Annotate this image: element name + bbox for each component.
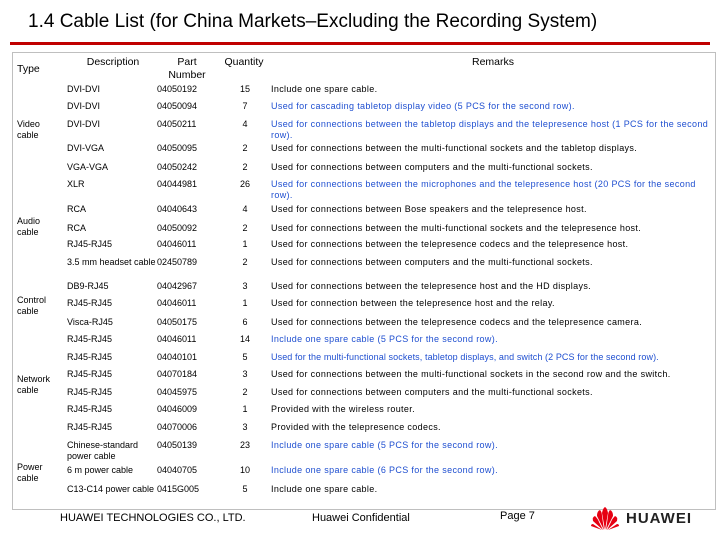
part-number-cell: 04046011 (157, 334, 197, 344)
quantity-cell: 2 (242, 387, 248, 397)
description-cell: DB9-RJ45 (67, 281, 109, 291)
remark-cell: Provided with the telepresence codecs. (271, 422, 441, 432)
description-cell: RJ45-RJ45 (67, 239, 113, 249)
remark-cell: Used for connections between the telepresence host and the HD displays. (271, 281, 592, 291)
quantity-cell: 2 (242, 257, 248, 267)
description-cell: RJ45-RJ45 (67, 352, 113, 362)
description-cell: DVI-DVI (67, 101, 101, 111)
part-number-cell: 04050092 (157, 223, 198, 233)
type-power-cable: Power cable (17, 462, 43, 483)
company-name: HUAWEI TECHNOLOGIES CO., LTD. (60, 512, 246, 524)
description-cell: DVI-DVI (67, 119, 101, 129)
remark-cell: Include one spare cable. (271, 84, 378, 94)
description-cell: Visca-RJ45 (67, 317, 113, 327)
description-cell: RJ45-RJ45 (67, 334, 113, 344)
remark-cell: Used for connections between the tabletop displays and the telepresence host (1 PCS for the second row). (271, 119, 709, 140)
confidential-label: Huawei Confidential (312, 512, 410, 524)
quantity-cell: 1 (242, 298, 248, 308)
quantity-cell: 4 (242, 119, 248, 129)
quantity-cell: 14 (239, 334, 250, 344)
description-cell: 3.5 mm headset cable (67, 257, 156, 267)
remark-cell: Used for connection between the telepresence host and the relay. (271, 298, 555, 308)
part-number-cell: 04050242 (157, 162, 198, 172)
part-number-cell: 04045975 (157, 387, 198, 397)
description-cell: RJ45-RJ45 (67, 404, 113, 414)
part-number-cell: 04040101 (157, 352, 198, 362)
cable-table (12, 52, 716, 510)
remark-cell: Used for the multi-functional sockets, tabletop displays, and switch (2 PCS for the second row). (271, 352, 659, 362)
quantity-cell: 5 (242, 352, 248, 362)
header-type: Type (17, 63, 40, 75)
huawei-logo-icon (590, 505, 620, 531)
quantity-cell: 3 (242, 281, 248, 291)
huawei-logo-text: HUAWEI (626, 510, 692, 527)
quantity-cell: 2 (242, 143, 248, 153)
remark-cell: Include one spare cable (5 PCS for the second row). (271, 440, 498, 450)
remark-cell: Used for connections between the multi-functional sockets in the second row and the switch. (271, 369, 671, 379)
header-remarks: Remarks (471, 56, 514, 68)
part-number-cell: 04050095 (157, 143, 198, 153)
description-cell: RCA (67, 223, 87, 233)
description-cell: DVI-DVI (67, 84, 101, 94)
quantity-cell: 2 (242, 223, 248, 233)
page-number: Page 7 (500, 510, 535, 522)
part-number-cell: 0415G005 (157, 484, 200, 494)
description-cell: DVI-VGA (67, 143, 105, 153)
description-cell: RJ45-RJ45 (67, 369, 113, 379)
remark-cell: Used for connections between the multi-functional sockets and the tabletop displays. (271, 143, 638, 153)
quantity-cell: 15 (239, 84, 250, 94)
remark-cell: Used for connections between Bose speakers and the telepresence host. (271, 204, 587, 214)
part-number-cell: 02450789 (157, 257, 198, 267)
quantity-cell: 26 (239, 179, 250, 189)
description-cell: 6 m power cable (67, 465, 134, 475)
part-number-cell: 04070006 (157, 422, 198, 432)
page-title: 1.4 Cable List (for China Markets–Excluding the Recording System) (28, 11, 598, 32)
type-audio-cable: Audio cable (17, 216, 41, 237)
description-cell: RJ45-RJ45 (67, 387, 113, 397)
header-description: Description (86, 56, 140, 68)
description-cell: RCA (67, 204, 87, 214)
description-cell: C13-C14 power cable (67, 484, 155, 494)
description-cell: RJ45-RJ45 (67, 298, 113, 308)
part-number-cell: 04070184 (157, 369, 198, 379)
quantity-cell: 10 (239, 465, 250, 475)
part-number-cell: 04046009 (157, 404, 198, 414)
quantity-cell: 6 (242, 317, 248, 327)
quantity-cell: 4 (242, 204, 248, 214)
remark-cell: Include one spare cable (6 PCS for the second row). (271, 465, 498, 475)
header-part-number: Part Number (168, 56, 206, 81)
quantity-cell: 7 (242, 101, 248, 111)
part-number-cell: 04042967 (157, 281, 198, 291)
header-quantity: Quantity (224, 56, 264, 68)
type-control-cable: Control cable (17, 295, 47, 316)
part-number-cell: 04040643 (157, 204, 198, 214)
remark-cell: Used for connections between the multi-functional sockets and the telepresence host. (271, 223, 642, 233)
description-cell: Chinese-standard power cable (67, 440, 139, 461)
part-number-cell: 04050094 (157, 101, 198, 111)
remark-cell: Used for connections between the microphones and the telepresence host (20 PCS for the second row). (271, 179, 696, 200)
title-underline (10, 42, 710, 45)
remark-cell: Used for connections between the telepresence codecs and the telepresence camera. (271, 317, 643, 327)
quantity-cell: 3 (242, 369, 248, 379)
description-cell: RJ45-RJ45 (67, 422, 113, 432)
part-number-cell: 04050211 (157, 119, 197, 129)
remark-cell: Provided with the wireless router. (271, 404, 415, 414)
remark-cell: Used for connections between computers and the multi-functional sockets. (271, 162, 593, 172)
remark-cell: Include one spare cable. (271, 484, 378, 494)
quantity-cell: 3 (242, 422, 248, 432)
description-cell: VGA-VGA (67, 162, 109, 172)
part-number-cell: 04040705 (157, 465, 198, 475)
part-number-cell: 04050175 (157, 317, 198, 327)
quantity-cell: 5 (242, 484, 248, 494)
remark-cell: Include one spare cable (5 PCS for the second row). (271, 334, 498, 344)
type-video-cable: Video cable (17, 119, 40, 140)
type-network-cable: Network cable (17, 374, 51, 395)
remark-cell: Used for connections between the telepresence codecs and the telepresence host. (271, 239, 629, 249)
quantity-cell: 1 (242, 404, 248, 414)
quantity-cell: 2 (242, 162, 248, 172)
remark-cell: Used for connections between computers and the multi-functional sockets. (271, 257, 593, 267)
part-number-cell: 04044981 (157, 179, 198, 189)
part-number-cell: 04046011 (157, 239, 197, 249)
description-cell: XLR (67, 179, 85, 189)
part-number-cell: 04050192 (157, 84, 198, 94)
part-number-cell: 04050139 (157, 440, 198, 450)
quantity-cell: 1 (242, 239, 248, 249)
remark-cell: Used for connections between computers and the multi-functional sockets. (271, 387, 593, 397)
quantity-cell: 23 (239, 440, 250, 450)
remark-cell: Used for cascading tabletop display video (5 PCS for the second row). (271, 101, 575, 111)
part-number-cell: 04046011 (157, 298, 197, 308)
